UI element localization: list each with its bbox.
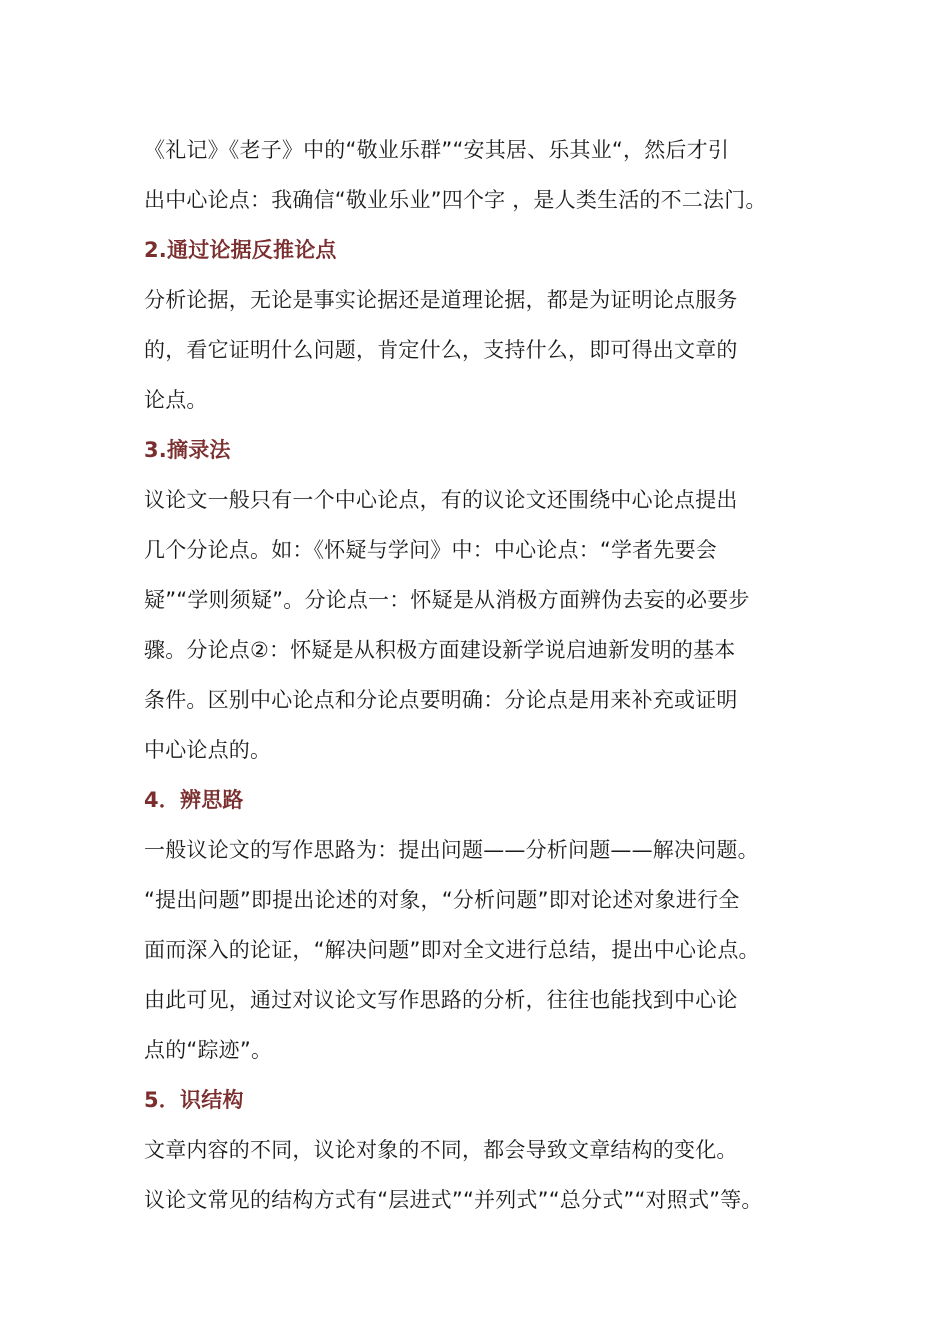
- section-heading: 2.通过论据反推论点: [144, 238, 337, 262]
- section-heading: 5．识结构: [144, 1088, 244, 1112]
- paragraph-line: 分析论据，无论是事实论据还是道理论据，都是为证明论点服务: [144, 288, 738, 312]
- paragraph-line: 疑”“学则须疑”。分论点一：怀疑是从消极方面辨伪去妄的必要步: [144, 588, 750, 612]
- paragraph-line: 文章内容的不同，议论对象的不同，都会导致文章结构的变化。: [144, 1138, 738, 1162]
- paragraph-line: 骤。分论点②：怀疑是从积极方面建设新学说启迪新发明的基本: [144, 638, 736, 662]
- section-heading: 3.摘录法: [144, 438, 231, 462]
- paragraph-line: 面而深入的论证，“解决问题”即对全文进行总结，提出中心论点。: [144, 938, 760, 962]
- paragraph-line: 论点。: [144, 388, 208, 412]
- paragraph-line: 的，看它证明什么问题，肯定什么，支持什么，即可得出文章的: [144, 338, 738, 362]
- paragraph-line: 几个分论点。如：《怀疑与学问》中：中心论点：“学者先要会: [144, 538, 717, 562]
- paragraph-line: 出中心论点：我确信“敬业乐业”四个字 ，是人类生活的不二法门。: [144, 188, 767, 212]
- paragraph-line: 条件。区别中心论点和分论点要明确：分论点是用来补充或证明: [144, 688, 738, 712]
- paragraph-line: 议论文一般只有一个中心论点，有的议论文还围绕中心论点提出: [144, 488, 738, 512]
- section-heading: 4．辨思路: [144, 788, 244, 812]
- paragraph-line: “提出问题”即提出论述的对象，“分析问题”即对论述对象进行全: [144, 888, 740, 912]
- paragraph-line: 议论文常见的结构方式有“层进式”“并列式”“总分式”“对照式”等。: [144, 1188, 763, 1212]
- paragraph-line: 一般议论文的写作思路为：提出问题——分析问题——解决问题。: [144, 838, 759, 862]
- paragraph-line: 由此可见，通过对议论文写作思路的分析，往往也能找到中心论: [144, 988, 738, 1012]
- paragraph-line: 点的“踪迹”。: [144, 1038, 273, 1062]
- paragraph-line: 《礼记》《老子》中的“敬业乐群”“安其居、乐其业“，然后才引: [144, 138, 730, 162]
- paragraph-line: 中心论点的。: [144, 738, 272, 762]
- document-page: [144, 125, 834, 1225]
